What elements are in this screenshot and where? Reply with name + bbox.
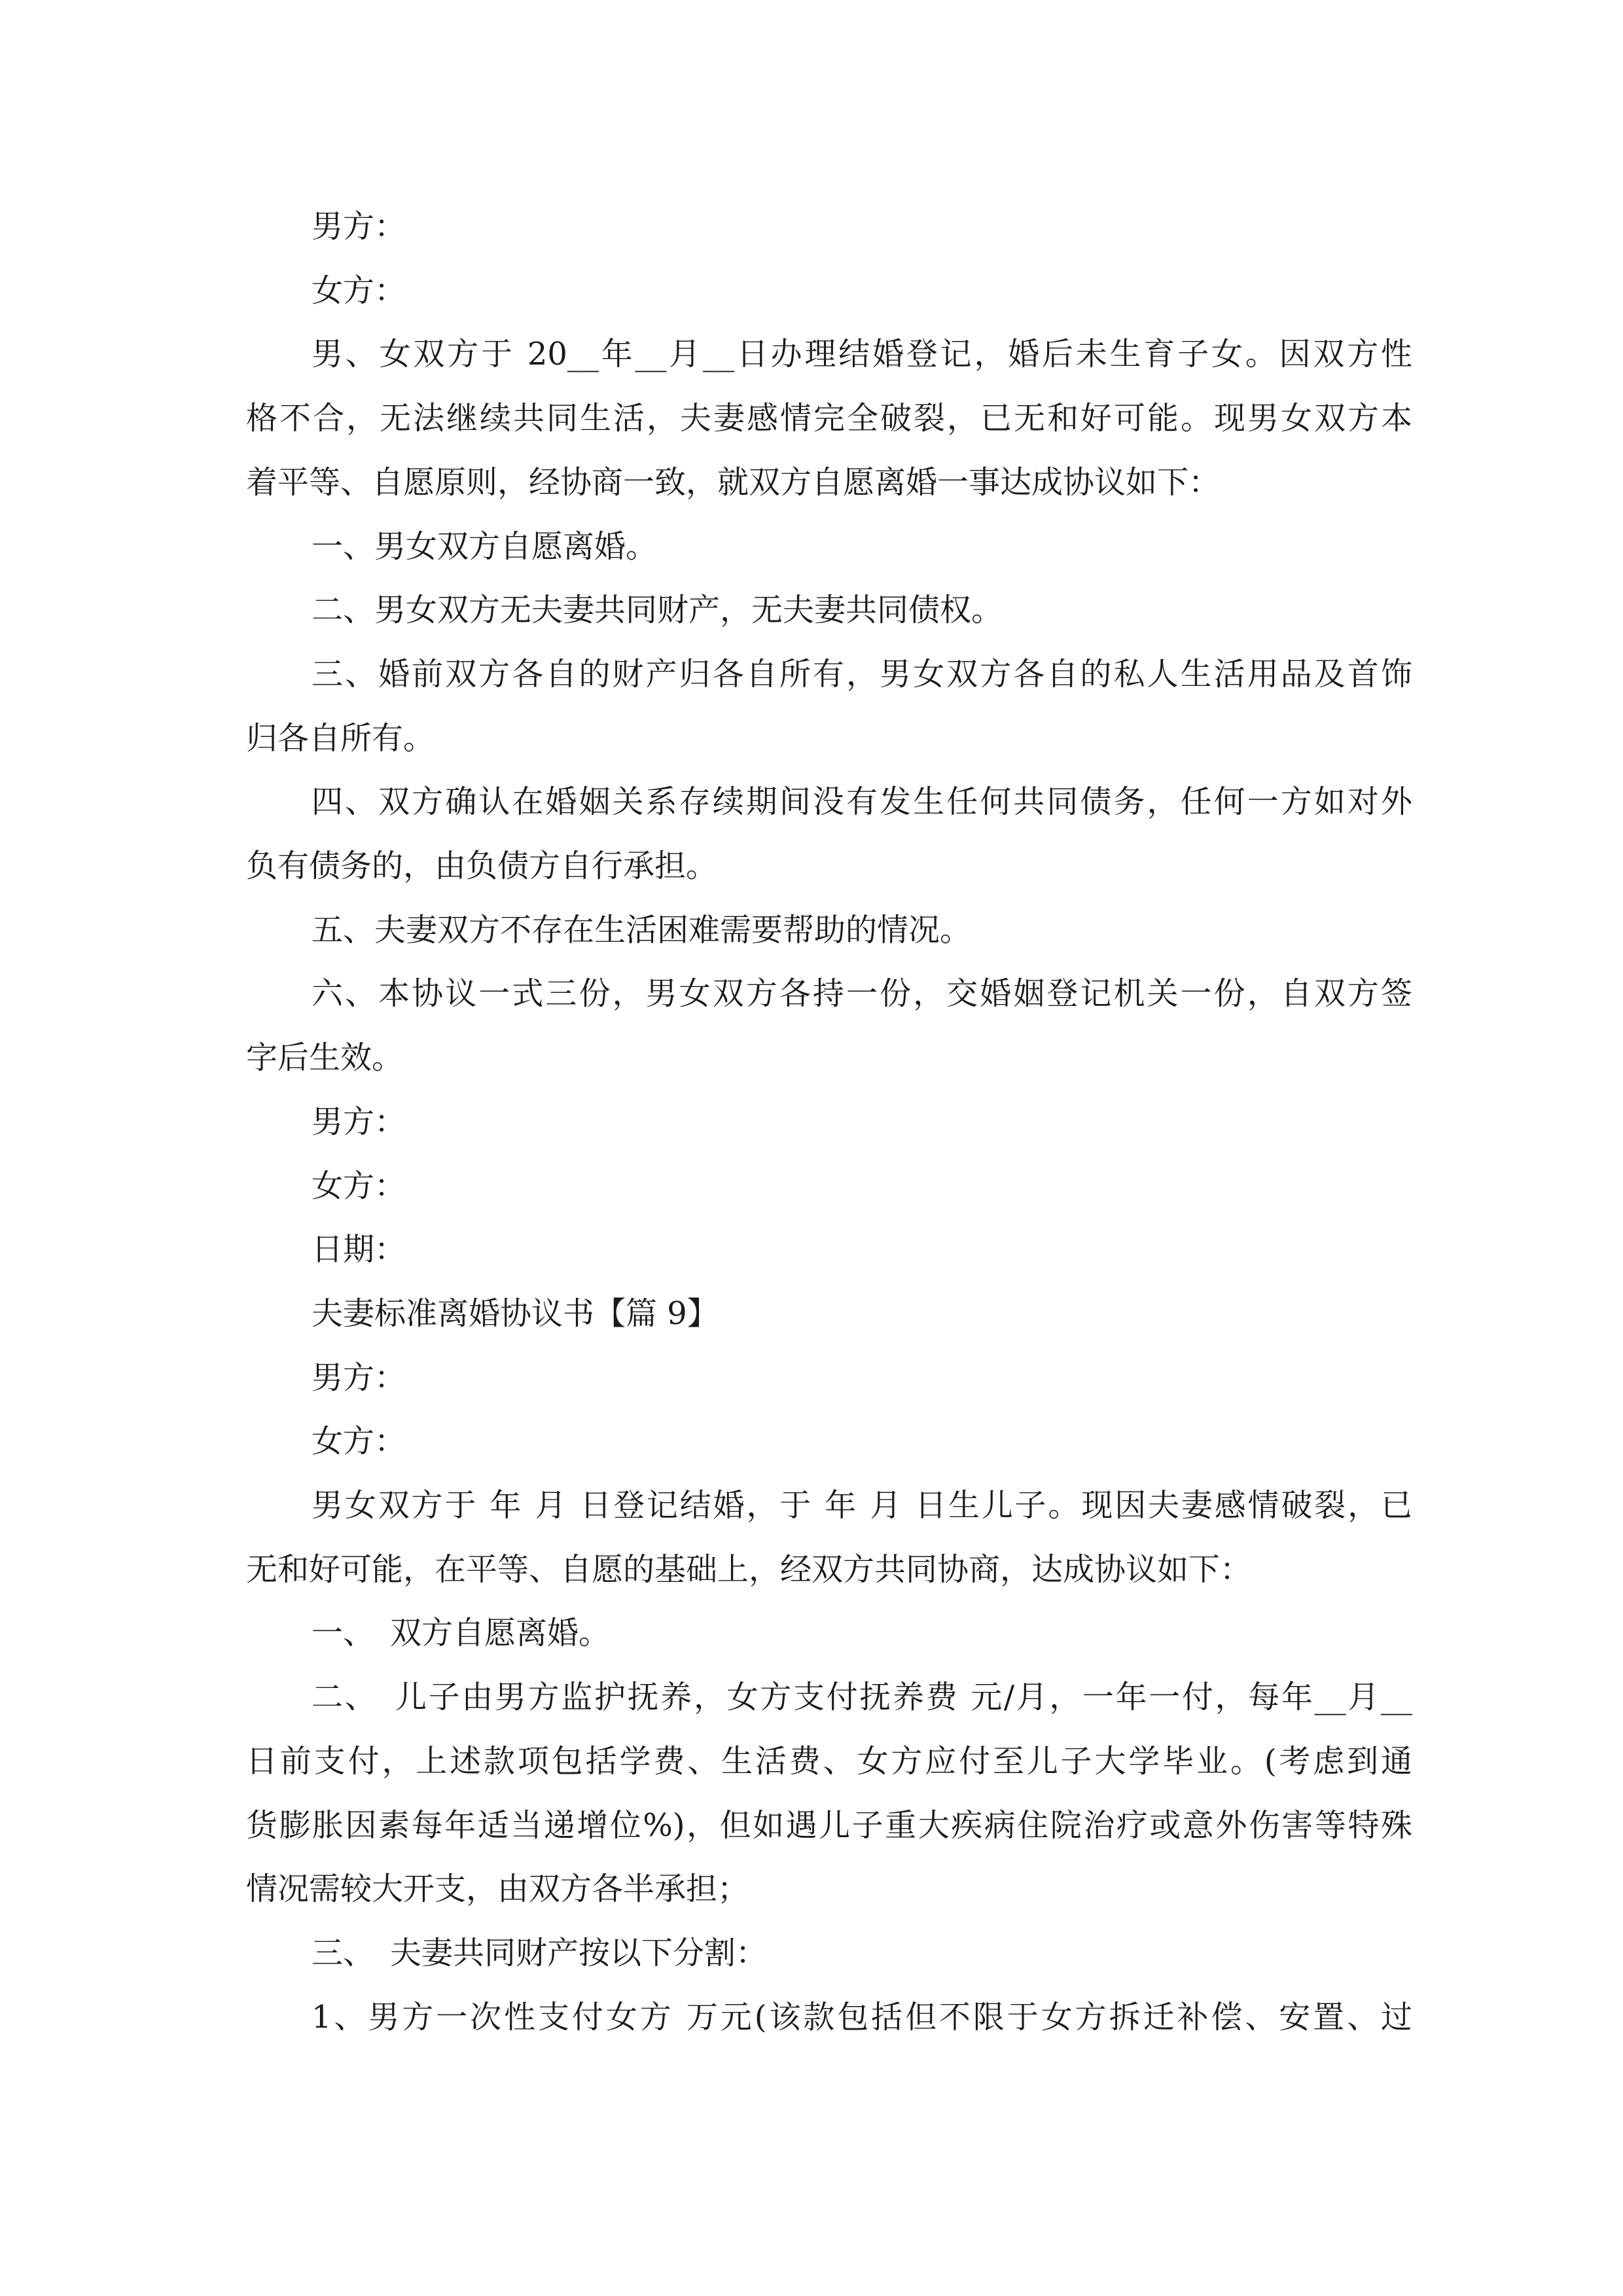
text-line: 二、男女双方无夫妻共同财产，无夫妻共同债权。 <box>312 592 1003 628</box>
text-line: 男方： <box>312 1103 406 1140</box>
text-line: 女方： <box>312 272 406 309</box>
text-line: 负有债务的，由负债方自行承担。 <box>246 848 718 884</box>
text-line: 夫妻标准离婚协议书【篇 9】 <box>312 1295 719 1332</box>
text-line: 格不合，无法继续共同生活，夫妻感情完全破裂，已无和好可能。现男女双方本 <box>246 400 1412 437</box>
text-line: 货膨胀因素每年适当递增位%)，但如遇儿子重大疾病住院治疗或意外伤害等特殊 <box>246 1807 1412 1844</box>
text-line: 女方： <box>312 1423 406 1460</box>
text-line: 二、 儿子由男方监护抚养，女方支付抚养费 元/月，一年一付，每年__月__ <box>312 1679 1412 1715</box>
text-line: 四、双方确认在婚姻关系存续期间没有发生任何共同债务，任何一方如对外 <box>312 783 1412 820</box>
text-line: 一、男女双方自愿离婚。 <box>312 528 658 565</box>
text-line: 1、男方一次性支付女方 万元(该款包括但不限于女方拆迁补偿、安置、过 <box>312 1999 1412 2036</box>
text-line: 三、婚前双方各自的财产归各自所有，男女双方各自的私人生活用品及首饰 <box>312 656 1412 692</box>
text-line: 字后生效。 <box>246 1039 404 1076</box>
text-line: 一、 双方自愿离婚。 <box>312 1615 611 1651</box>
text-line: 男方： <box>312 1359 406 1396</box>
text-line: 情况需较大开支，由双方各半承担； <box>246 1871 749 1907</box>
text-line: 归各自所有。 <box>246 720 435 757</box>
text-line: 无和好可能，在平等、自愿的基础上，经双方共同协商，达成协议如下： <box>246 1551 1252 1588</box>
text-line: 男、女双方于 20__年__月__日办理结婚登记，婚后未生育子女。因双方性 <box>312 336 1412 372</box>
text-line: 五、夫妻双方不存在生活困难需要帮助的情况。 <box>312 912 972 948</box>
text-line: 日前支付，上述款项包括学费、生活费、女方应付至儿子大学毕业。(考虑到通 <box>246 1743 1412 1780</box>
text-line: 男女双方于 年 月 日登记结婚，于 年 月 日生儿子。现因夫妻感情破裂，已 <box>312 1487 1412 1524</box>
text-line: 六、本协议一式三份，男女双方各持一份，交婚姻登记机关一份，自双方签 <box>312 975 1412 1012</box>
text-line: 男方： <box>312 208 406 245</box>
text-line: 日期： <box>312 1231 406 1268</box>
text-line: 三、 夫妻共同财产按以下分割： <box>312 1935 768 1971</box>
text-line: 着平等、自愿原则，经协商一致，就双方自愿离婚一事达成协议如下： <box>246 464 1221 501</box>
text-line: 女方： <box>312 1168 406 1204</box>
